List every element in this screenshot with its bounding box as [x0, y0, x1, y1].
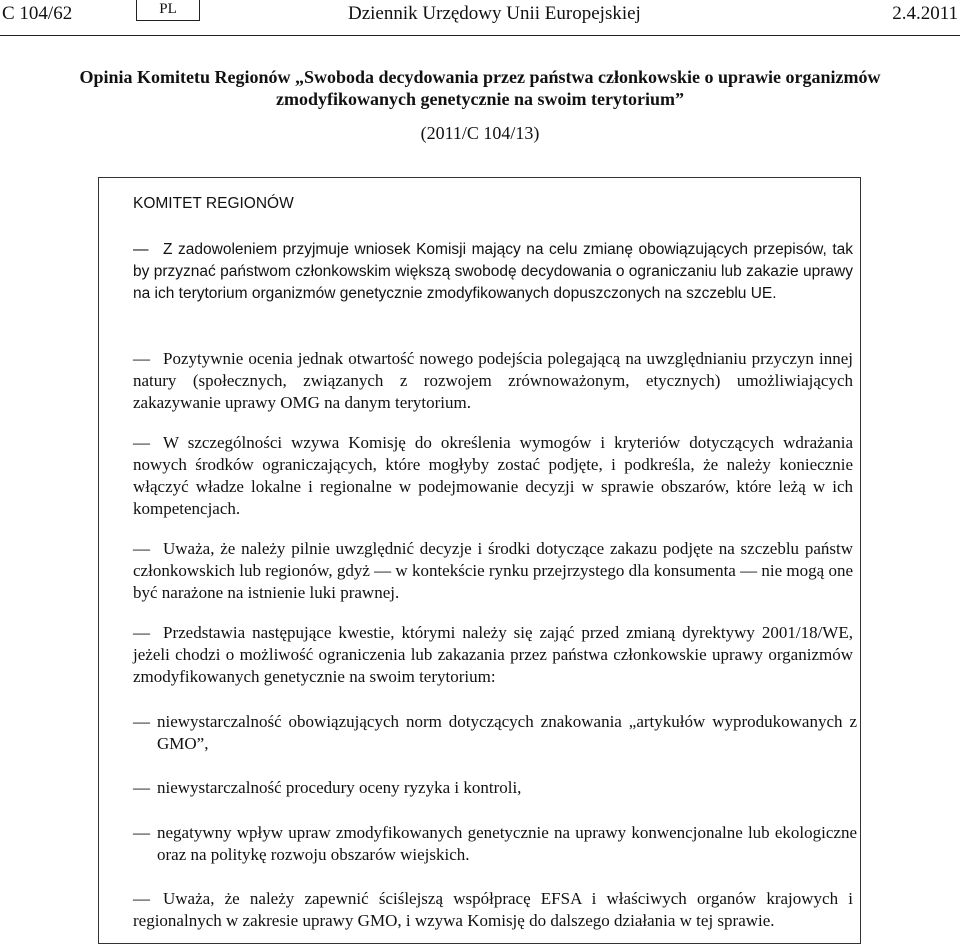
page-header — [0, 0, 960, 36]
language-badge: PL — [136, 0, 200, 21]
paragraph-4 — [133, 538, 853, 604]
dash-marker: — — [133, 241, 149, 258]
dash-marker: — — [133, 778, 150, 797]
paragraph-text: Uważa, że należy pilnie uwzględnić decyzje i środki dotyczące zakazu podjęte na szczeblu państw członkowskich lub regionów, gdyż — w kontekście rynku przejrzystego dla konsumenta — nie mogą one być narażone na istnienie luki prawnej. — [133, 539, 853, 602]
paragraph-text: Z zadowoleniem przyjmuje wniosek Komisji mający na celu zmianę obowiązujących przepisów, tak by przyznać państwom członkowskim większą swobodę decydowania o ograniczaniu lub zakazie uprawy na ich terytorium organizmów genetycznie zmodyfikowanych dopuszczonych na szczeblu UE. — [133, 241, 853, 302]
dash-marker: — — [133, 623, 150, 642]
paragraph-text: W szczególności wzywa Komisję do określenia wymogów i kryteriów dotyczących wdrażania nowych środków ograniczających, które mogłyby zostać podjęte, i podkreśla, że należy koniecznie włączyć władze lokalne i regionalne w podejmowanie decyzji w sprawie obszarów, które leżą w ich kompetencjach. — [133, 433, 853, 518]
sub-item-text: niewystarczalność procedury oceny ryzyka i kontroli, — [157, 778, 522, 797]
document-reference: (2011/C 104/13) — [420, 123, 540, 143]
document-title: Opinia Komitetu Regionów „Swoboda decydowania przez państwa członkowskie o uprawie organizmów zmodyfikowanych genetycznie na swoim terytorium” — [79, 67, 881, 109]
paragraph-text: Przedstawia następujące kwestie, którymi należy się zająć przed zmianą dyrektywy 2001/18/WE, jeżeli chodzi o możliwość ograniczenia lub zakazania przez państwa członkowskie uprawy organizmów zmodyfikowanych genetycznie na swoim terytorium: — [133, 623, 853, 686]
dash-marker: — — [133, 889, 150, 908]
dash-marker: — — [133, 349, 150, 368]
publication-date: 2.4.2011 — [892, 3, 958, 24]
page-reference: C 104/62 — [2, 3, 73, 24]
paragraph-final — [133, 888, 853, 932]
paragraph-5 — [133, 622, 853, 688]
paragraph-text: Pozytywnie ocenia jednak otwartość nowego podejścia polegającą na uwzględnianiu przyczyn innej natury (społecznych, związanych z rozwojem zrównoważonym, etycznych) umożliwiających zakazywanie uprawy OMG na danym terytorium. — [133, 349, 853, 412]
committee-label: KOMITET REGIONÓW — [133, 195, 294, 212]
dash-marker: — — [133, 539, 150, 558]
dash-marker: — — [133, 433, 150, 452]
paragraph-3 — [133, 432, 853, 520]
sub-item-1 — [133, 711, 857, 755]
dash-marker: — — [133, 712, 150, 731]
paragraph-text: Uważa, że należy zapewnić ściślejszą współpracę EFSA i właściwych organów krajowych i regionalnych w zakresie uprawy GMO, i wzywa Komisję do dalszego działania w tej sprawie. — [133, 889, 853, 930]
dash-marker: — — [133, 823, 150, 842]
sub-item-2 — [133, 777, 857, 799]
sub-item-text: niewystarczalność obowiązujących norm dotyczących znakowania „artykułów wyprodukowanych z GMO”, — [157, 712, 857, 753]
sub-item-3 — [133, 822, 857, 866]
paragraph-1 — [133, 239, 853, 305]
journal-name: Dziennik Urzędowy Unii Europejskiej — [348, 3, 641, 24]
paragraph-2 — [133, 348, 853, 414]
sub-item-text: negatywny wpływ upraw zmodyfikowanych genetycznie na uprawy konwencjonalne lub ekologiczne oraz na politykę rozwoju obszarów wiejskich. — [157, 823, 857, 864]
